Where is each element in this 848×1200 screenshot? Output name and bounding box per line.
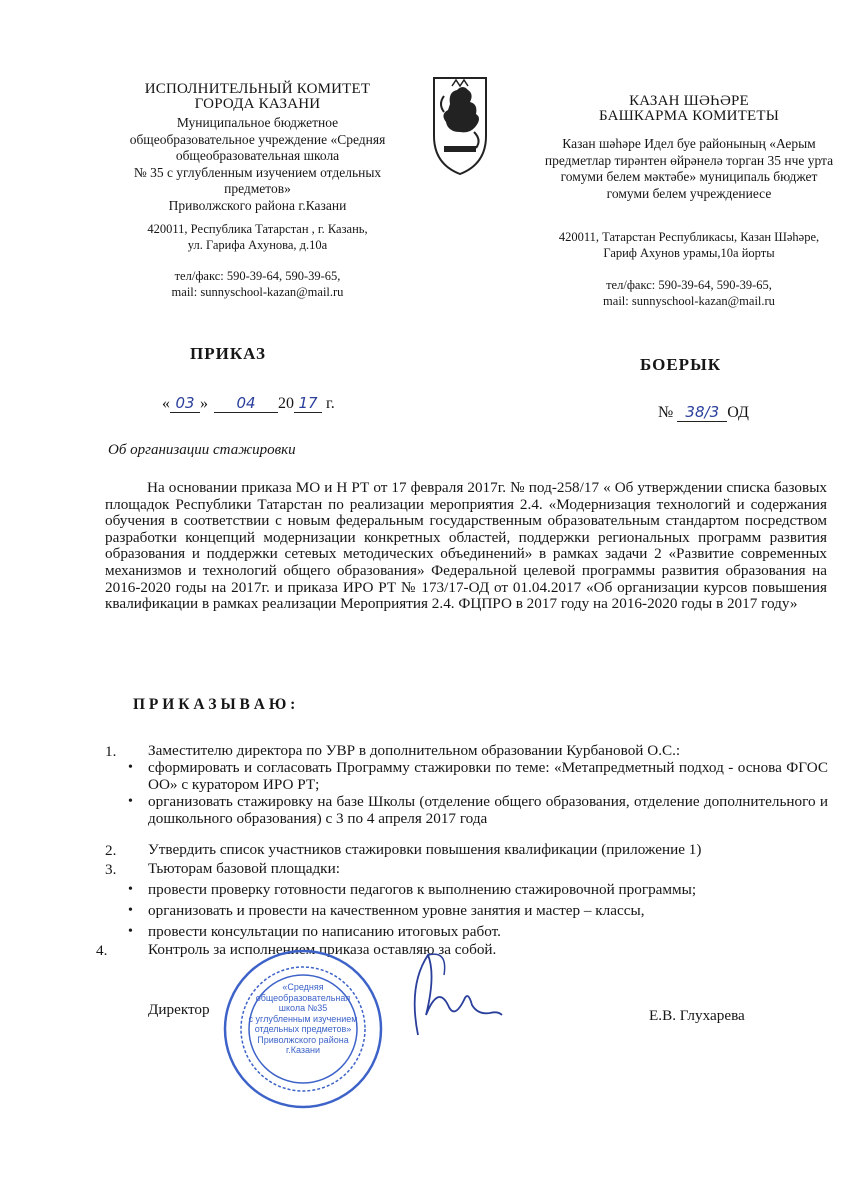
- right-contact-line: mail: sunnyschool-kazan@mail.ru: [603, 293, 775, 308]
- date-quote-open: «: [162, 395, 170, 412]
- kazan-coat-of-arms-icon: [430, 74, 490, 176]
- right-contact-line: тел/факс: 590-39-64, 590-39-65,: [606, 278, 772, 292]
- right-org-line: гомуми белем учреждениесе: [606, 185, 772, 201]
- signature-role: Директор: [148, 1001, 210, 1018]
- order-date: [162, 394, 335, 413]
- bullet-icon: •: [128, 924, 133, 939]
- stamp-line: отдельных предметов»: [254, 1024, 352, 1034]
- item-3-bullet-2: организовать и провести на качественном уровне занятия и мастер – классы,: [148, 902, 645, 919]
- right-address: [530, 230, 848, 261]
- stamp-line: г.Казани: [286, 1045, 320, 1055]
- bullet-icon: •: [128, 903, 133, 918]
- right-org-line: гомуми белем мәктәбе» муниципаль бюджет: [560, 169, 818, 184]
- left-contacts: [100, 269, 415, 300]
- left-org-line: общеобразовательная школа: [175, 148, 340, 163]
- preamble-paragraph: На основании приказа МО и Н РТ от 17 февраля 2017г. № под-258/17 « Об утверждении списка базовых площадок Республики Татарстан по реализации мероприятия 2.4. «Модернизация технологий и содержания обучения в соответствии с новым федеральным государственным образовательным стандартом посредством разработки концепций модернизации конкретных областей, поддержки региональных программ развития образования и поддержки сетевых методических объединений» в рамках задачи 2 «Развитие современных механизмов и технологий общего образования» Федеральной целевой программы развития образования на 2016-2020 годы на 2017г. и приказа ИРО РТ № 173/17-ОД от 01.04.2017 «Об организации курсов повышения квалификации в рамках реализации Мероприятия 2.4. ФЦПРО в 2017 году на 2016-2020 годы в 2017 году»: [105, 479, 827, 613]
- left-org-line: общеобразовательное учреждение «Средняя: [129, 131, 386, 147]
- left-org-line: Муниципальное бюджетное: [176, 115, 339, 130]
- item-number: 4.: [96, 942, 108, 959]
- stamp-text: [246, 982, 360, 1056]
- date-month: 04: [214, 394, 278, 413]
- left-address: [100, 222, 415, 253]
- item-3-bullet-1: провести проверку готовности педагогов к выполнению стажировочной программы;: [148, 881, 697, 898]
- right-header-title-1: КАЗАН ШӘҺӘРЕ: [629, 93, 749, 109]
- right-org-line: Казан шәһәре Идел буе районының «Аерым: [562, 136, 816, 151]
- number-prefix: №: [658, 404, 674, 421]
- order-subject: Об организации стажировки: [108, 442, 296, 458]
- item-1-bullet-2: организовать стажировку на базе Школы (отделение общего образования, отделение дополнительного и дошкольного образования) с 3 по 4 апреля 2017 года: [148, 793, 828, 827]
- item-1-bullet-1: сформировать и согласовать Программу стажировки по теме: «Метапредметный подход - основа ФГОС ОО» с куратором ИРО РТ;: [148, 759, 828, 793]
- order-title-tt: БОЕРЫК: [640, 355, 722, 374]
- item-3-text: Тьюторам базовой площадки:: [148, 860, 340, 877]
- official-stamp: [222, 948, 384, 1110]
- left-address-line: 420011, Республика Татарстан , г. Казань,: [147, 222, 368, 236]
- right-org-block: [530, 136, 848, 202]
- date-year-prefix: 20: [278, 395, 294, 412]
- item-4-text: Контроль за исполнением приказа оставляю за собой.: [148, 941, 497, 958]
- left-org-line: Приволжского района г.Казани: [168, 197, 347, 213]
- director-name: Е.В. Глухарева: [649, 1007, 745, 1024]
- date-year-suffix: 17: [294, 394, 322, 413]
- stamp-line: общеобразовательная: [255, 992, 351, 1003]
- date-day: 03: [170, 394, 200, 413]
- stamp-line: с углубленным изучением: [248, 1013, 358, 1024]
- item-1-text: Заместителю директора по УВР в дополнительном образовании Курбановой О.С.:: [148, 742, 681, 759]
- bullet-icon: •: [128, 882, 133, 897]
- left-address-line: ул. Гарифа Ахунова, д.10а: [187, 237, 328, 252]
- item-2-text: Утвердить список участников стажировки повышения квалификации (приложение 1): [148, 841, 702, 858]
- order-title-ru: ПРИКАЗ: [190, 344, 266, 363]
- item-number: 3.: [105, 861, 117, 878]
- left-org-line: № 35 с углубленным изучением отдельных: [133, 164, 382, 180]
- item-number: 1.: [105, 743, 117, 760]
- date-suffix: г.: [326, 395, 335, 412]
- right-address-line: 420011, Татарстан Республикасы, Казан Шәһәре,: [558, 230, 820, 244]
- order-number: [658, 403, 749, 422]
- left-org-block: [100, 115, 415, 214]
- left-header-title-1: ИСПОЛНИТЕЛЬНЫЙ КОМИТЕТ: [144, 81, 371, 97]
- left-header: [100, 82, 415, 300]
- stamp-line: Приволжского района: [257, 1034, 349, 1045]
- bullet-icon: •: [128, 760, 133, 775]
- order-verb: П Р И К А З Ы В А Ю :: [133, 696, 296, 713]
- stamp-line: «Средняя: [282, 982, 324, 992]
- number-suffix: ОД: [727, 404, 749, 421]
- left-contact-line: mail: sunnyschool-kazan@mail.ru: [171, 284, 344, 299]
- item-number: 2.: [105, 842, 117, 859]
- right-header-title-2: БАШКАРМА КОМИТЕТЫ: [598, 108, 780, 124]
- left-header-title-2: ГОРОДА КАЗАНИ: [194, 96, 321, 112]
- right-address-line: Гариф Ахунов урамы,10а йорты: [603, 245, 775, 260]
- item-3-bullet-3: провести консультации по написанию итоговых работ.: [148, 923, 501, 940]
- stamp-line: школа №35: [278, 1003, 328, 1013]
- number-value: 38/3: [677, 403, 727, 422]
- right-org-line: предметлар тирәнтен өйрәнелә торган 35 нче урта: [544, 152, 834, 168]
- left-contact-line: тел/факс: 590-39-64, 590-39-65,: [174, 269, 341, 283]
- right-contacts: [530, 278, 848, 309]
- left-org-line: предметов»: [224, 181, 291, 196]
- date-quote-close: »: [200, 395, 208, 412]
- bullet-icon: •: [128, 794, 133, 809]
- right-header: [530, 94, 848, 309]
- handwritten-signature: [398, 945, 508, 1050]
